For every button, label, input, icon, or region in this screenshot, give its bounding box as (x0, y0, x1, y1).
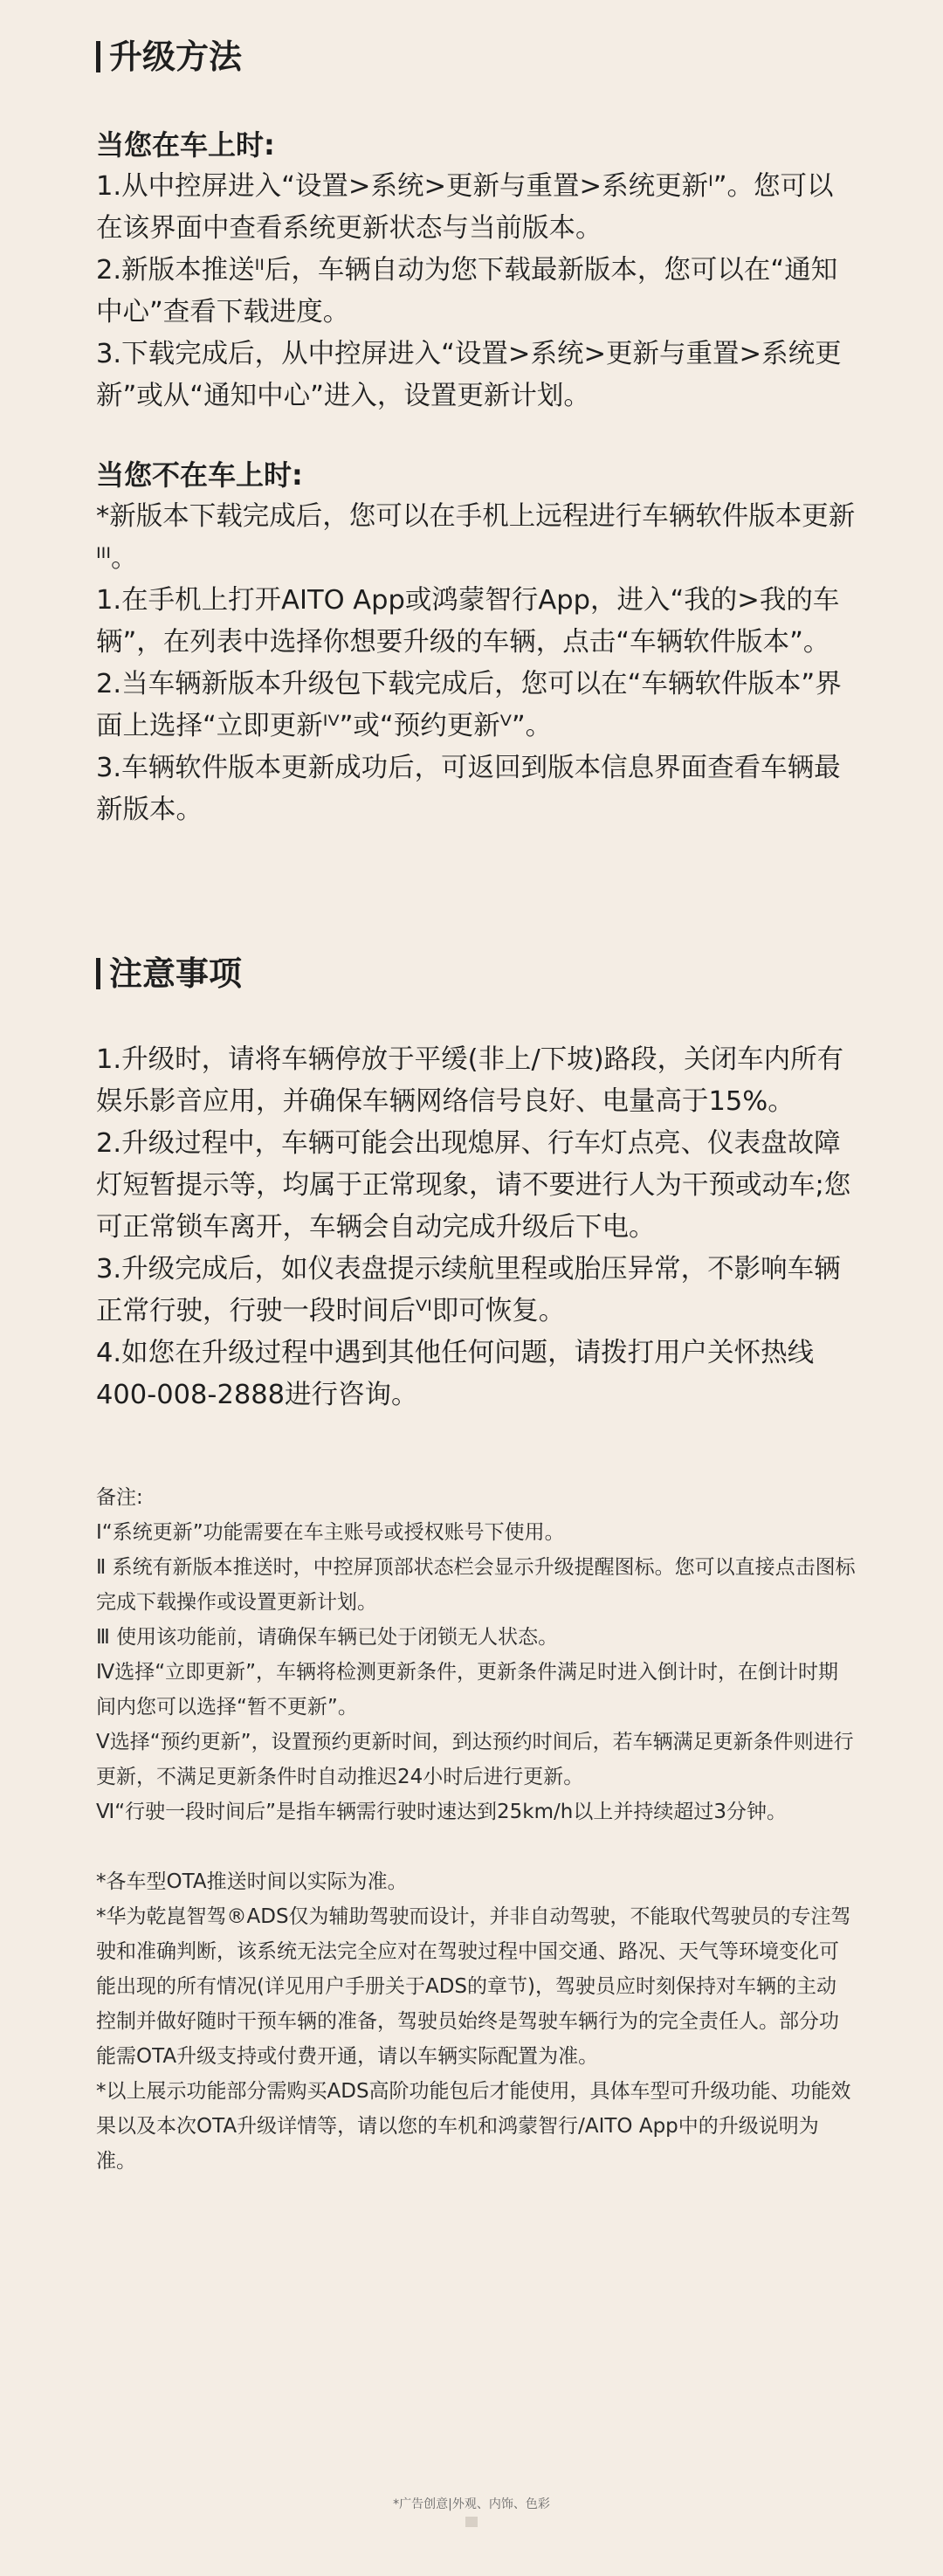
section-title-text: 升级方法 (109, 38, 243, 76)
remarks-block (96, 1480, 856, 2179)
remarks-heading: 备注: (96, 1486, 143, 1509)
caution-item: 4.如您在升级过程中遇到其他任何问题，请拨打用户关怀热线400-008-2888进行咨询。 (96, 1338, 815, 1410)
disclaimer-item: *各车型OTA推送时间以实际为准。 (96, 1870, 408, 1893)
incar-step-2: 2.新版本推送ᴵᴵ后，车辆自动为您下载最新版本，您可以在“通知中心”查看下载进度。 (96, 255, 838, 327)
caution-item: 3.升级完成后，如仪表盘提示续航里程或胎压异常，不影响车辆正常行驶，行驶一段时间后ⱽᴵ即可恢复。 (96, 1254, 841, 1326)
caution-item: 1.升级时，请将车辆停放于平缓(非上/下坡)路段，关闭车内所有娱乐影音应用，并确保车辆网络信号良好、电量高于15%。 (96, 1044, 844, 1117)
footer-mark-icon (465, 2517, 478, 2527)
incar-block (96, 124, 856, 417)
incar-step-1: 1.从中控屏进入“设置>系统>更新与重置>系统更新ᴵ”。您可以在该界面中查看系统更新状态与当前版本。 (96, 171, 834, 244)
footer-text: *广告创意|外观、内饰、色彩 (393, 2497, 550, 2511)
remark-item: Ⅵ“行驶一段时间后”是指车辆需行驶时速达到25km/h以上并持续超过3分钟。 (96, 1801, 787, 1823)
remark-item: Ⅲ 使用该功能前，请确保车辆已处于闭锁无人状态。 (96, 1626, 559, 1649)
section-title-text: 注意事项 (109, 954, 243, 993)
incar-step-3: 3.下载完成后，从中控屏进入“设置>系统>更新与重置>系统更新”或从“通知中心”进入，设置更新计划。 (96, 339, 842, 411)
offcar-heading: 当您不在车上时: (96, 458, 303, 492)
remark-item: Ⅴ选择“预约更新”，设置预约更新时间，到达预约时间后，若车辆满足更新条件则进行更新，不满足更新条件时自动推迟24小时后进行更新。 (96, 1731, 854, 1788)
remark-item: Ⅳ选择“立即更新”，车辆将检测更新条件，更新条件满足时进入倒计时，在倒计时期间内您可以选择“暂不更新”。 (96, 1661, 839, 1718)
cautions-block (96, 1039, 856, 1416)
offcar-step-2: 2.当车辆新版本升级包下载完成后，您可以在“车辆软件版本”界面上选择“立即更新ᴵⱽ”或“预约更新ⱽ”。 (96, 669, 842, 741)
incar-heading: 当您在车上时: (96, 128, 275, 162)
title-bar-icon (96, 41, 100, 72)
offcar-step-3: 3.车辆软件版本更新成功后，可返回到版本信息界面查看车辆最新版本。 (96, 753, 841, 825)
disclaimer-item: *以上展示功能部分需购买ADS高阶功能包后才能使用，具体车型可升级功能、功能效果以及本次OTA升级详情等，请以您的车机和鸿蒙智行/AITO App中的升级说明为准。 (96, 2080, 851, 2173)
footer (0, 2496, 943, 2532)
title-bar-icon (96, 958, 100, 989)
offcar-step-1: 1.在手机上打开AITO App或鸿蒙智行App，进入“我的>我的车辆”，在列表中选择你想要升级的车辆，点击“车辆软件版本”。 (96, 585, 840, 658)
section-title-upgrade-method (96, 35, 242, 79)
caution-item: 2.升级过程中，车辆可能会出现熄屏、行车灯点亮、仪表盘故障灯短暂提示等，均属于正常现象，请不要进行人为干预或动车;您可正常锁车离开，车辆会自动完成升级后下电。 (96, 1128, 851, 1243)
disclaimer-item: *华为乾崑智驾®ADS仅为辅助驾驶而设计，并非自动驾驶，不能取代驾驶员的专注驾驶和准确判断，该系统无法完全应对在驾驶过程中国交通、路况、天气等环境变化可能出现的所有情况(详见用户手册关于ADS的章节)，驾驶员应时刻保持对车辆的主动控制并做好随时干预车辆的准备，驾驶员始终是驾驶车辆行为的完全责任人。部分功能需OTA升级支持或付费开通，请以车辆实际配置为准。 (96, 1905, 851, 2068)
remark-item: Ⅰ“系统更新”功能需要在车主账号或授权账号下使用。 (96, 1521, 565, 1544)
remark-item: Ⅱ 系统有新版本推送时，中控屏顶部状态栏会显示升级提醒图标。您可以直接点击图标完成下载操作或设置更新计划。 (96, 1556, 856, 1614)
offcar-intro: *新版本下载完成后，您可以在手机上远程进行车辆软件版本更新ᴵᴵᴵ。 (96, 501, 856, 574)
offcar-block (96, 454, 856, 831)
section-title-notes (96, 952, 242, 995)
spacer (96, 1829, 856, 1864)
